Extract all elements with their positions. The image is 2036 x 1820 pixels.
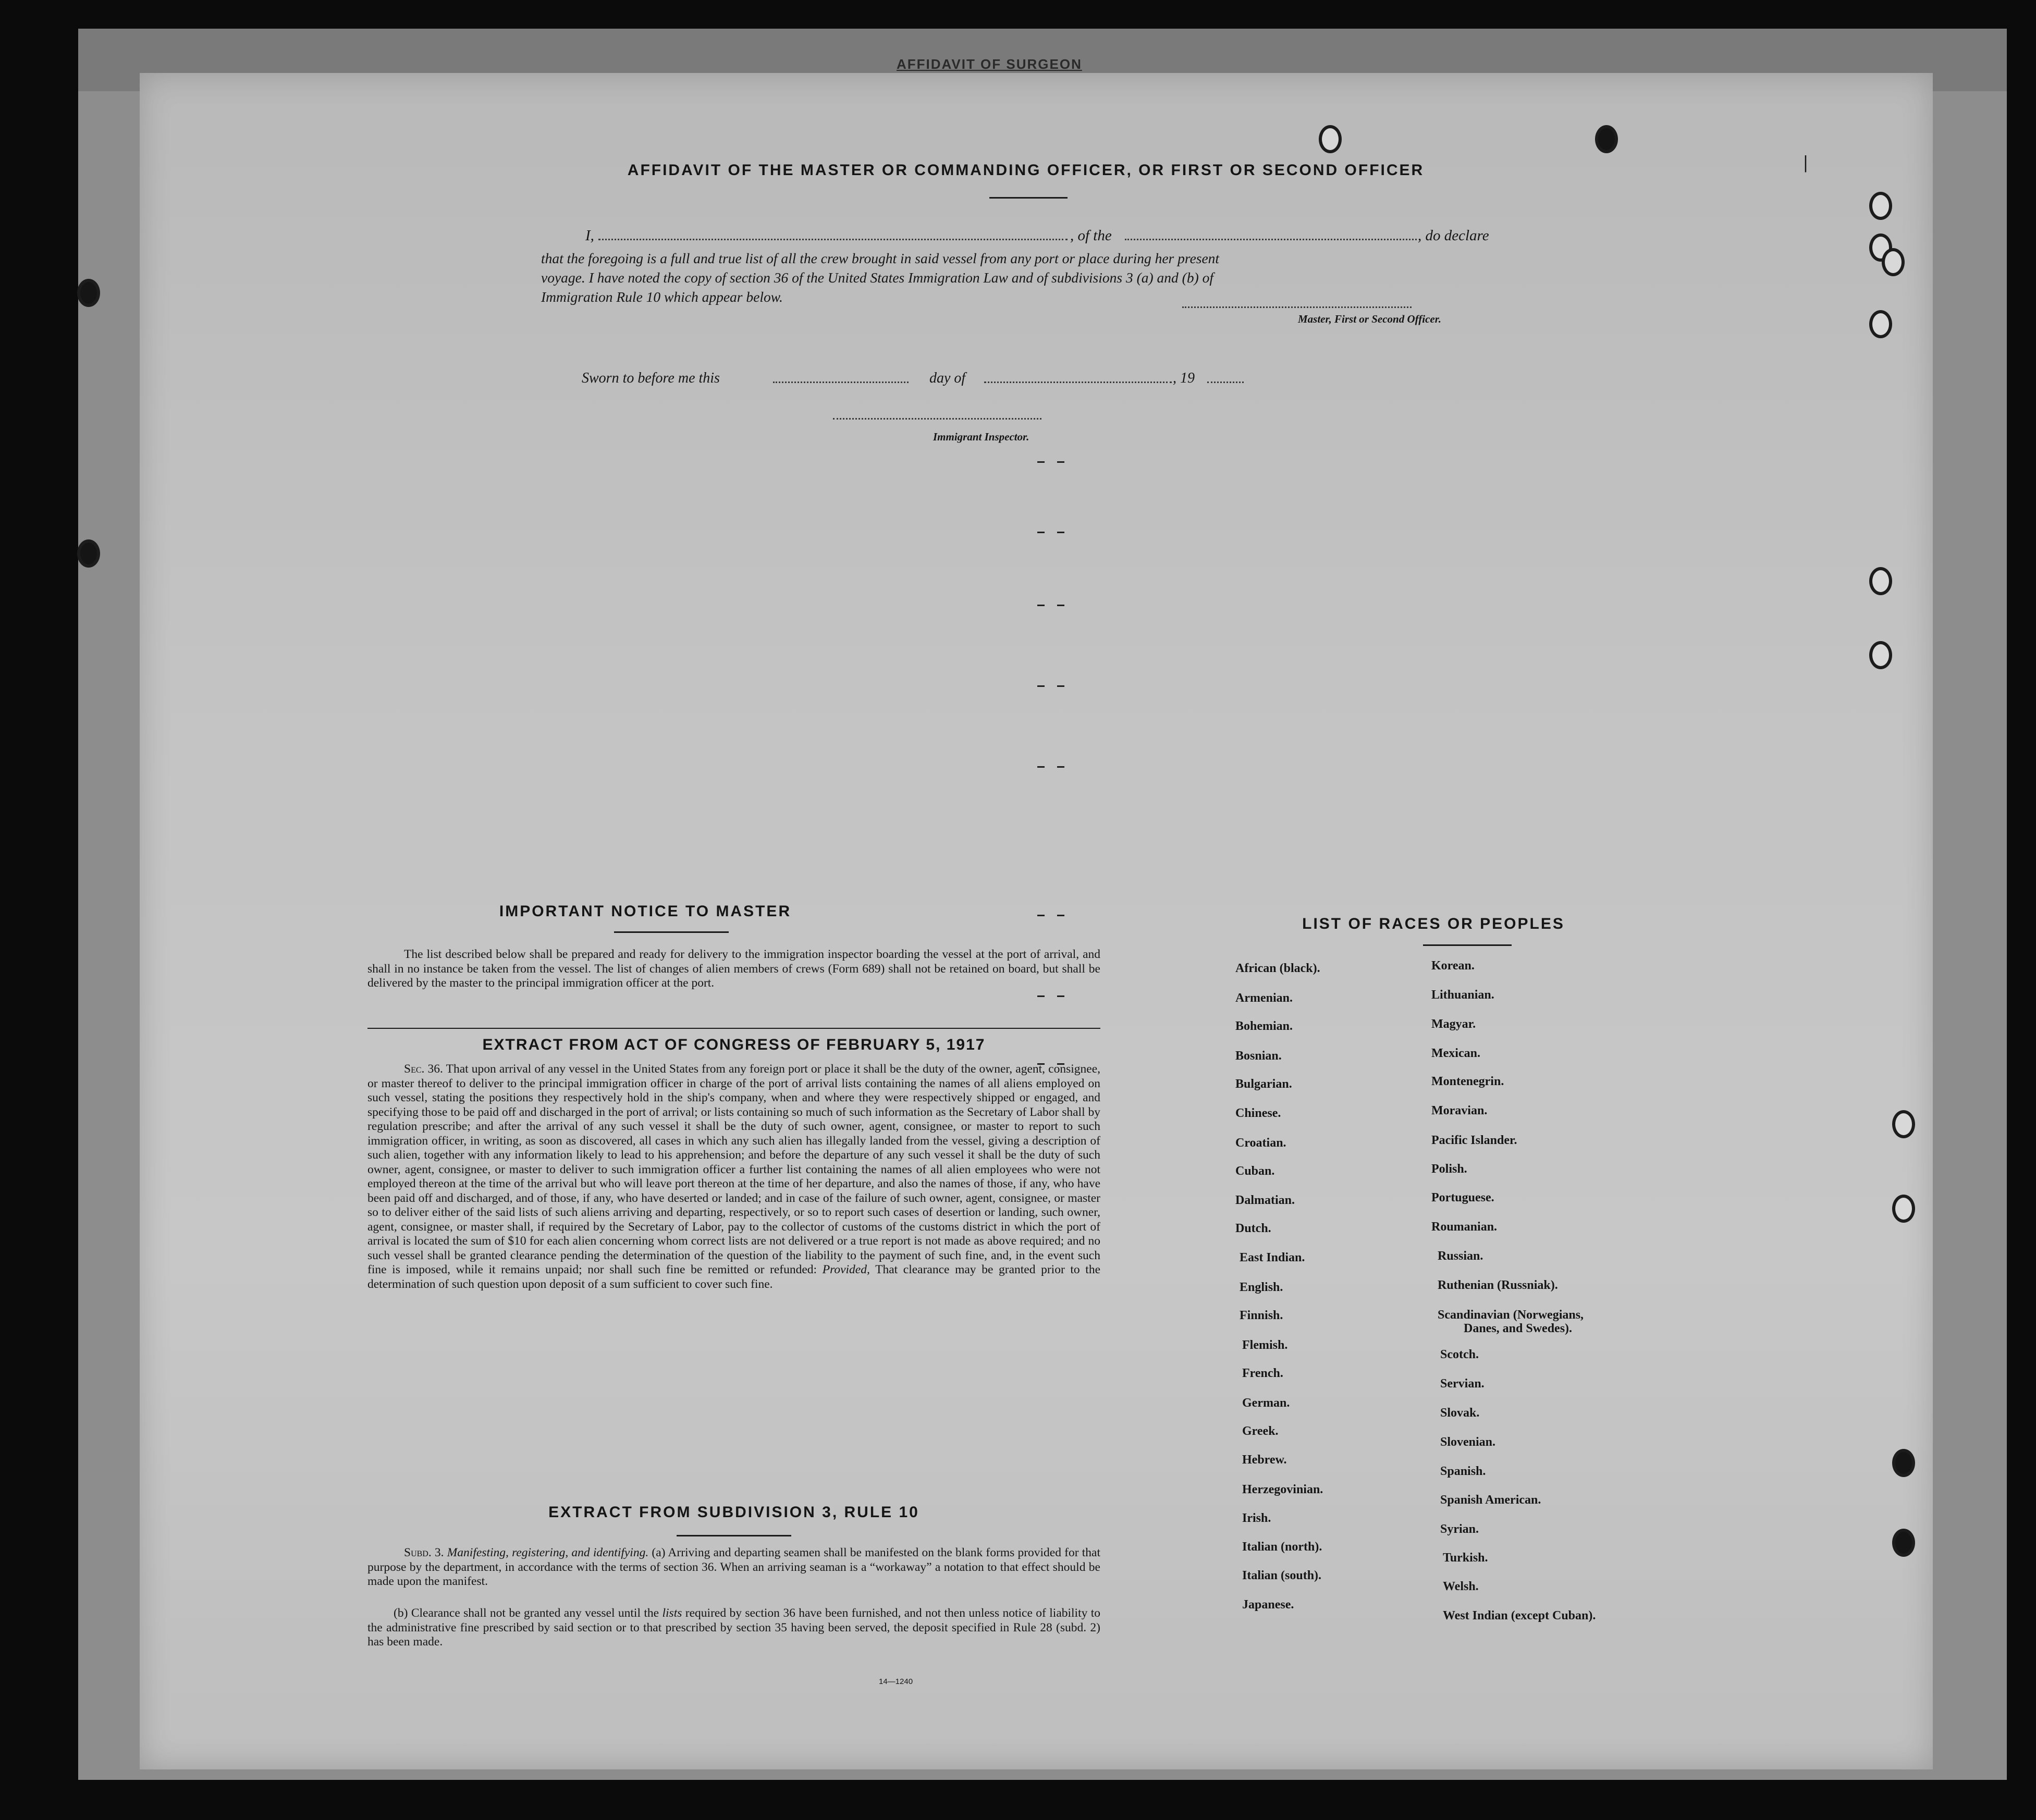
punch-hole-icon (1892, 1529, 1915, 1557)
sworn-blank-2 (984, 382, 1172, 383)
a-text: Arriving and departing seamen shall be manifested on the blank forms provided for that purpose by the department, in accordance with the terms of section 36. When an arriving seaman is a “workaway” a notation to that effect should be made upon the manifest. (367, 1546, 1100, 1588)
subdivision-a (367, 1546, 1100, 1589)
manifest-page (140, 73, 1933, 1769)
faint-dash (1057, 915, 1064, 916)
affidavit-i: I, (585, 227, 594, 244)
divider (367, 1028, 1100, 1029)
inspector-label: Immigrant Inspector. (933, 431, 1029, 443)
divider (989, 197, 1068, 199)
race-item: Chinese. (1235, 1106, 1281, 1120)
race-item: Hebrew. (1242, 1453, 1287, 1467)
race-item: English. (1240, 1281, 1283, 1294)
race-item: Spanish. (1440, 1465, 1486, 1478)
race-item: Turkish. (1443, 1551, 1488, 1565)
punch-hole-icon (1882, 248, 1905, 276)
b-text-2: required by section 36 have been furnished, and not then unless notice of liability to the administrative fine prescribed by said section or to that prescribed by section 35 having been served, the deposit specified in Rule 28 (subd. 2) has been made. (367, 1606, 1101, 1649)
faint-dash (1057, 766, 1064, 768)
race-item: Moravian. (1431, 1104, 1488, 1117)
race-item: Welsh. (1443, 1580, 1479, 1593)
faint-dash (1037, 766, 1045, 768)
subd-heading: Manifesting, registering, and identifying. (447, 1546, 649, 1559)
notice-text: The list described below shall be prepared and ready for delivery to the immigration inspector boarding the vessel at the port of arrival, and shall in no instance be taken from the vessel. The list of changes of alien members of crews (Form 689) shall not be retained on board, but shall be delivered by the master to the principal immigration officer at the port. (367, 948, 1100, 990)
punch-hole-icon (77, 279, 100, 307)
race-item: Dutch. (1235, 1222, 1271, 1235)
divider (1423, 944, 1512, 946)
extract-act-body (367, 1062, 1100, 1292)
b-lists: lists (662, 1606, 682, 1620)
race-item: Croatian. (1235, 1136, 1286, 1150)
punch-hole-icon (1892, 1110, 1915, 1138)
race-item: Bohemian. (1235, 1019, 1293, 1033)
race-item: Scotch. (1440, 1348, 1479, 1361)
race-item: Greek. (1242, 1424, 1279, 1438)
race-item: Italian (north). (1242, 1540, 1322, 1554)
race-item: German. (1242, 1396, 1290, 1410)
race-item: Mexican. (1431, 1047, 1480, 1060)
affidavit-line2: that the foregoing is a full and true list of all the crew brought in said vessel from any port or place during her present (541, 250, 1220, 266)
race-item: Polish. (1431, 1162, 1467, 1176)
subd-label: Subd. 3. (404, 1546, 444, 1559)
b-label: (b) (394, 1606, 408, 1620)
a-label: (a) (652, 1546, 666, 1559)
race-item: Lithuanian. (1431, 988, 1494, 1002)
punch-hole-icon (1869, 192, 1892, 220)
race-item: Portuguese. (1431, 1191, 1494, 1204)
sworn-prefix: Sworn to before me this (582, 370, 720, 386)
race-item: Irish. (1242, 1511, 1271, 1525)
form-number: 14—1240 (879, 1677, 913, 1686)
affidavit-title: AFFIDAVIT OF THE MASTER OR COMMANDING OFFICER, OR FIRST OR SECOND OFFICER (627, 162, 1425, 179)
sworn-day-of: day of (929, 370, 966, 386)
notice-title: IMPORTANT NOTICE TO MASTER (499, 903, 792, 920)
race-item: Syrian. (1440, 1522, 1479, 1536)
race-item: Herzegovinian. (1242, 1483, 1323, 1496)
race-item: Dalmatian. (1235, 1194, 1295, 1207)
race-item: Bosnian. (1235, 1049, 1282, 1063)
provided-label: Provided, (822, 1263, 870, 1276)
race-item: Slovak. (1440, 1406, 1480, 1420)
punch-hole-icon (1892, 1449, 1915, 1477)
faint-dash (1037, 605, 1045, 606)
faint-dash (1037, 461, 1045, 463)
back-sheet-header: AFFIDAVIT OF SURGEON (897, 56, 1082, 72)
race-item: Servian. (1440, 1377, 1485, 1391)
sworn-blank-1 (773, 382, 909, 383)
section-text: That upon arrival of any vessel in the United States from any foreign port or place it shall be the duty of the owner, agent, consignee, or master thereof to deliver to the principal immigration officer in charge of the port of arrival lists containing the names of all aliens employed on such vessel, stating the positions they respectively hold in the ship's company, when and where they were respectively shipped or engaged, and specifying those to be paid off and discharged in the port of arrival; or lists containing so much of such information as the Secretary of Labor shall by regulation prescribe; and after the arrival of any such vessel it shall be the duty of such owner, agent, consignee, or master to report to such immigration officer, in writing, as soon as discovered, all cases in which any such alien has illegally landed from the vessel, giving a description of such alien, together with any information likely to lead to his apprehension; and before the departure of any such vessel it shall be the duty of such owner, agent, consignee, or master to deliver to such immigration officer a further list containing the names of all alien employees who were not employed thereon at the time of the arrival but who will leave port thereon at the time of her departure, and also the names of those, if any, who have been paid off and discharged, and of those, if any, who have deserted or landed; and in case of the failure of such owner, agent, consignee, or master so to deliver either of the said lists of such aliens arriving and departing, respectively, or so to report such cases of desertion or landing, such owner, agent, consignee, or master shall, if required by the Secretary of Labor, pay to the collector of customs of the customs district in which the port of arrival is located the sum of $10 for each alien concerning whom correct lists are not delivered or a true report is not made as above required; and no such vessel shall be granted clearance pending the determination of the question of the liability to the payment of such fine, and, in the event such fine is imposed, while it remains unpaid; nor shall such fine be remitted or refunded: (367, 1062, 1101, 1276)
sworn-year-blank (1207, 382, 1244, 383)
race-item: Bulgarian. (1235, 1077, 1292, 1091)
race-item: Pacific Islander. (1431, 1134, 1517, 1147)
race-item: Danes, and Swedes). (1464, 1322, 1573, 1335)
vessel-blank (1125, 239, 1417, 240)
inspector-blank (833, 418, 1041, 420)
race-item: Ruthenian (Russniak). (1438, 1278, 1558, 1292)
signature-blank (1182, 306, 1412, 308)
race-item: Finnish. (1240, 1309, 1283, 1322)
race-item: African (black). (1235, 962, 1320, 975)
punch-hole-icon (1892, 1195, 1915, 1223)
divider (677, 1535, 791, 1536)
race-item: Armenian. (1235, 991, 1293, 1005)
race-item: Montenegrin. (1431, 1075, 1504, 1088)
punch-hole-icon (1869, 310, 1892, 338)
race-item: Cuban. (1235, 1164, 1275, 1178)
race-item: Korean. (1431, 959, 1475, 973)
race-item: West Indian (except Cuban). (1443, 1609, 1596, 1622)
affidavit-line4: Immigration Rule 10 which appear below. (541, 289, 783, 305)
race-item: East Indian. (1240, 1251, 1305, 1264)
divider (614, 931, 729, 933)
race-item: Scandinavian (Norwegians, (1438, 1308, 1584, 1322)
sworn-year: , 19 (1173, 370, 1195, 386)
faint-dash (1057, 685, 1064, 687)
faint-dash (1057, 532, 1064, 533)
faint-dash (1037, 685, 1045, 687)
section-label: Sec. 36. (404, 1062, 443, 1076)
faint-dash (1057, 995, 1064, 997)
punch-hole-icon (1869, 641, 1892, 669)
race-item: Spanish American. (1440, 1493, 1541, 1507)
punch-hole-icon (1595, 125, 1618, 153)
extract-rule-title: EXTRACT FROM SUBDIVISION 3, RULE 10 (548, 1504, 919, 1521)
provided-text: That clearance may be granted prior to the determination of such question upon deposit of a sum sufficient to cover such fine. (367, 1263, 1101, 1291)
race-item: Roumanian. (1431, 1220, 1498, 1234)
punch-hole-icon (1319, 125, 1342, 153)
margin-mark: | (1804, 152, 1808, 173)
faint-dash (1037, 995, 1045, 997)
faint-dash (1037, 915, 1045, 916)
punch-hole-icon (1869, 567, 1892, 595)
race-item: Italian (south). (1242, 1569, 1322, 1582)
subdivision-b (367, 1606, 1100, 1650)
faint-dash (1057, 605, 1064, 606)
extract-act-title: EXTRACT FROM ACT OF CONGRESS OF FEBRUARY 5, 1917 (482, 1036, 986, 1053)
race-item: Flemish. (1242, 1338, 1288, 1352)
name-blank (598, 239, 1068, 240)
races-title: LIST OF RACES OR PEOPLES (1302, 915, 1565, 932)
race-item: Magyar. (1431, 1017, 1476, 1031)
faint-dash (1037, 532, 1045, 533)
race-item: French. (1242, 1367, 1283, 1380)
race-item: Slovenian. (1440, 1435, 1496, 1449)
signature-label: Master, First or Second Officer. (1298, 313, 1441, 325)
punch-hole-icon (77, 539, 100, 568)
race-item: Japanese. (1242, 1598, 1294, 1612)
affidavit-of-the: , of the (1070, 227, 1112, 244)
b-text-1: Clearance shall not be granted any vessel until the (411, 1606, 659, 1620)
affidavit-line3: voyage. I have noted the copy of section 36 of the United States Immigration Law and of subdivisions 3 (a) and (b) of (541, 269, 1214, 286)
race-item: Russian. (1438, 1249, 1483, 1263)
faint-dash (1057, 461, 1064, 463)
affidavit-declare: , do declare (1418, 227, 1489, 244)
